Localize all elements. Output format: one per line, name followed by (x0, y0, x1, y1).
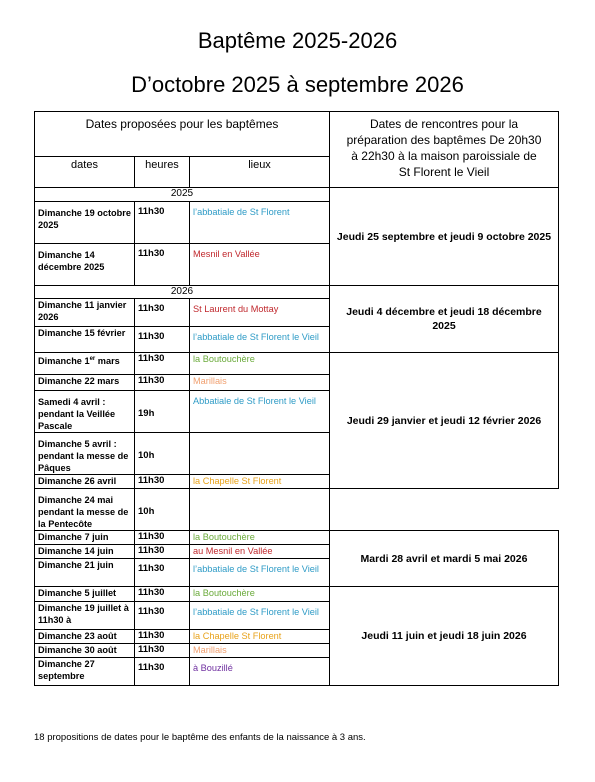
baptism-place: Marillais (190, 644, 330, 658)
baptism-date: Dimanche 23 août (35, 630, 135, 644)
baptism-time: 11h30 (135, 475, 190, 489)
baptism-time: 11h30 (135, 559, 190, 587)
baptism-time: 11h30 (135, 587, 190, 602)
baptism-date: Dimanche 7 juin (35, 531, 135, 545)
baptism-place: la Boutouchère (190, 587, 330, 602)
footer-note: 18 propositions de dates pour le baptême des enfants de la naissance à 3 ans. (34, 732, 366, 743)
baptism-place: au Mesnil en Vallée (190, 545, 330, 559)
baptism-place: l’abbatiale de St Florent le Vieil (190, 559, 330, 587)
baptism-time: 11h30 (135, 644, 190, 658)
col-header-heures: heures (135, 157, 190, 188)
baptism-place (190, 489, 330, 531)
baptism-date: Dimanche 19 octobre 2025 (35, 202, 135, 244)
right-header: Dates de rencontres pour la préparation des baptêmes De 20h30 à 22h30 à la maison paroissiale de St Florent le Vieil (330, 112, 559, 188)
baptism-date: Dimanche 22 mars (35, 375, 135, 391)
col-header-dates: dates (35, 157, 135, 188)
baptism-place: à Bouzillé (190, 658, 330, 686)
baptism-date: Dimanche 19 juillet à 11h30 à (35, 602, 135, 630)
baptism-time: 11h30 (135, 545, 190, 559)
baptism-time: 11h30 (135, 202, 190, 244)
baptism-place: la Chapelle St Florent (190, 475, 330, 489)
baptism-place: l’abbatiale de St Florent le Vieil (190, 602, 330, 630)
baptism-time: 11h30 (135, 602, 190, 630)
baptism-date: Dimanche 15 février (35, 327, 135, 353)
baptism-date: Samedi 4 avril : pendant la Veillée Pascale (35, 391, 135, 433)
page-subtitle: D’octobre 2025 à septembre 2026 (131, 72, 464, 97)
baptism-date: Dimanche 5 avril : pendant la messe de Pâques (35, 433, 135, 475)
baptism-time: 11h30 (135, 327, 190, 353)
year-row-2025: 2025 (35, 188, 330, 202)
baptism-place: la Boutouchère (190, 353, 330, 375)
baptism-date: Dimanche 24 mai pendant la messe de la Pentecôte (35, 489, 135, 531)
baptism-time: 11h30 (135, 658, 190, 686)
meeting-cell: Jeudi 29 janvier et jeudi 12 février 2026 (330, 353, 559, 489)
baptism-place: Abbatiale de St Florent le Vieil (190, 391, 330, 433)
baptism-time: 10h (135, 489, 190, 531)
baptism-time: 19h (135, 391, 190, 433)
meeting-cell: Jeudi 25 septembre et jeudi 9 octobre 2025 (330, 188, 559, 286)
baptism-date: Dimanche 30 août (35, 644, 135, 658)
baptism-schedule-table (34, 111, 559, 686)
meeting-cell: Mardi 28 avril et mardi 5 mai 2026 (330, 531, 559, 587)
baptism-time: 11h30 (135, 531, 190, 545)
baptism-place (190, 433, 330, 475)
baptism-time: 10h (135, 433, 190, 475)
baptism-place: la Boutouchère (190, 531, 330, 545)
baptism-place: Mesnil en Vallée (190, 244, 330, 286)
baptism-time: 11h30 (135, 630, 190, 644)
baptism-date: Dimanche 14 décembre 2025 (35, 244, 135, 286)
meeting-cell: Jeudi 11 juin et jeudi 18 juin 2026 (330, 587, 559, 686)
baptism-date: Dimanche 5 juillet (35, 587, 135, 602)
baptism-place: l’abbatiale de St Florent (190, 202, 330, 244)
baptism-date: Dimanche 11 janvier 2026 (35, 299, 135, 327)
baptism-time: 11h30 (135, 299, 190, 327)
page-title: Baptême 2025-2026 (197, 28, 398, 53)
baptism-date: Dimanche 21 juin (35, 559, 135, 587)
left-header: Dates proposées pour les baptêmes (35, 112, 330, 157)
baptism-place: l’abbatiale de St Florent le Vieil (190, 327, 330, 353)
baptism-date: Dimanche 27 septembre (35, 658, 135, 686)
baptism-date: Dimanche 26 avril (35, 475, 135, 489)
baptism-place: St Laurent du Mottay (190, 299, 330, 327)
year-row-2026: 2026 (35, 286, 330, 299)
baptism-date: Dimanche 1er mars (35, 353, 135, 375)
baptism-place: la Chapelle St Florent (190, 630, 330, 644)
meeting-cell: Jeudi 4 décembre et jeudi 18 décembre 2025 (330, 286, 559, 353)
baptism-date: Dimanche 14 juin (35, 545, 135, 559)
col-header-lieux: lieux (190, 157, 330, 188)
baptism-time: 11h30 (135, 244, 190, 286)
baptism-time: 11h30 (135, 353, 190, 375)
baptism-place: Marillais (190, 375, 330, 391)
baptism-time: 11h30 (135, 375, 190, 391)
